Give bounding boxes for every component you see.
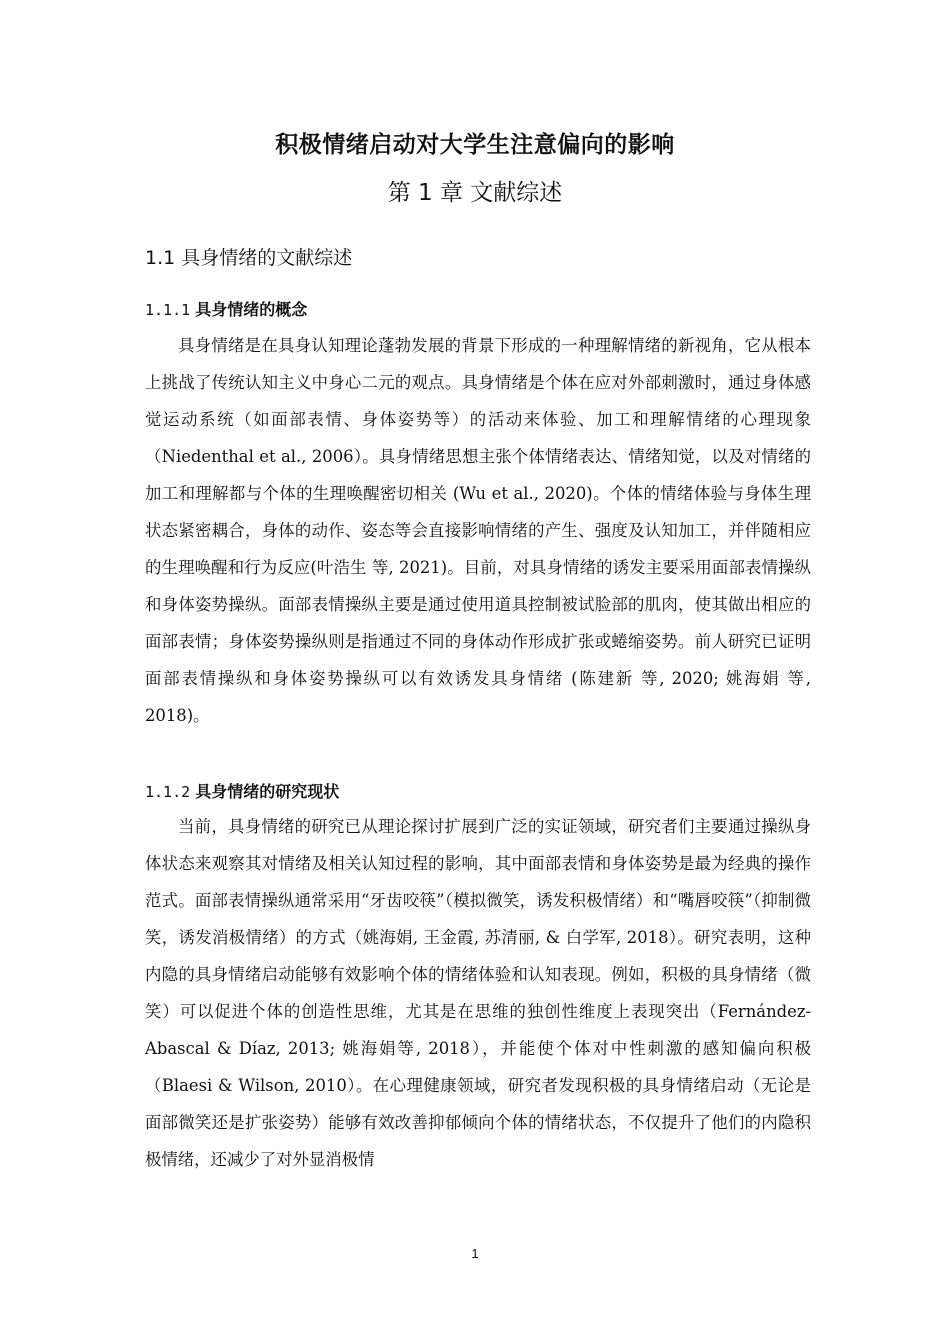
page-number: 1 [471, 1246, 479, 1261]
paragraph-research-status: 当前，具身情绪的研究已从理论探讨扩展到广泛的实证领域，研究者们主要通过操纵身体状态来观察其对情绪及相关认知过程的影响，其中面部表情和身体姿势是最为经典的操作范式。面部表情操纵通常采用“牙齿咬筷”（模拟微笑，诱发积极情绪）和“嘴唇咬筷”（抑制微笑，诱发消极情绪）的方式（姚海娟, 王金霞, 苏清丽, & 白学军, 2018）。研究表明，这种内隐的具身情绪启动能够有效影响个体的情绪体验和认知表现。例如，积极的具身情绪（微笑）可以促进个体的创造性思维，尤其是在思维的独创性维度上表现突出（Fernández-Abascal & Díaz, 2013; 姚海娟等, 2018），并能使个体对中性刺激的感知偏向积极（Blaesi & Wilson, 2010）。在心理健康领域，研究者发现积极的具身情绪启动（无论是面部微笑还是扩张姿势）能够有效改善抑郁倾向个体的情绪状态，不仅提升了他们的内隐积极情绪，还减少了对外显消极情 [145, 817, 811, 1169]
subsection-heading-1-1-2 [145, 779, 339, 802]
subsection-title: 具身情绪的概念 [195, 300, 308, 319]
section-heading: 1.1 具身情绪的文献综述 [145, 247, 353, 269]
document-title: 积极情绪启动对大学生注意偏向的影响 [275, 132, 675, 158]
chapter-heading: 第 1 章 文献综述 [387, 180, 563, 206]
subsection-heading-1-1-1 [145, 297, 307, 320]
subsection-number: 1.1.2 [145, 783, 191, 801]
subsection-title: 具身情绪的研究现状 [195, 782, 340, 801]
paragraph-concept: 具身情绪是在具身认知理论蓬勃发展的背景下形成的一种理解情绪的新视角，它从根本上挑战了传统认知主义中身心二元的观点。具身情绪是个体在应对外部刺激时，通过身体感觉运动系统（如面部表情、身体姿势等）的活动来体验、加工和理解情绪的心理现象（Niedenthal et al., 2006）。具身情绪思想主张个体情绪表达、情绪知觉，以及对情绪的加工和理解都与个体的生理唤醒密切相关 (Wu et al., 2020)。个体的情绪体验与身体生理状态紧密耦合，身体的动作、姿态等会直接影响情绪的产生、强度及认知加工，并伴随相应的生理唤醒和行为反应(叶浩生 等, 2021)。目前，对具身情绪的诱发主要采用面部表情操纵和身体姿势操纵。面部表情操纵主要是通过使用道具控制被试脸部的肌肉，使其做出相应的面部表情；身体姿势操纵则是指通过不同的身体动作形成扩张或蜷缩姿势。前人研究已证明面部表情操纵和身体姿势操纵可以有效诱发具身情绪 (陈建新 等, 2020; 姚海娟 等, 2018)。 [145, 336, 811, 725]
subsection-number: 1.1.1 [145, 301, 191, 319]
